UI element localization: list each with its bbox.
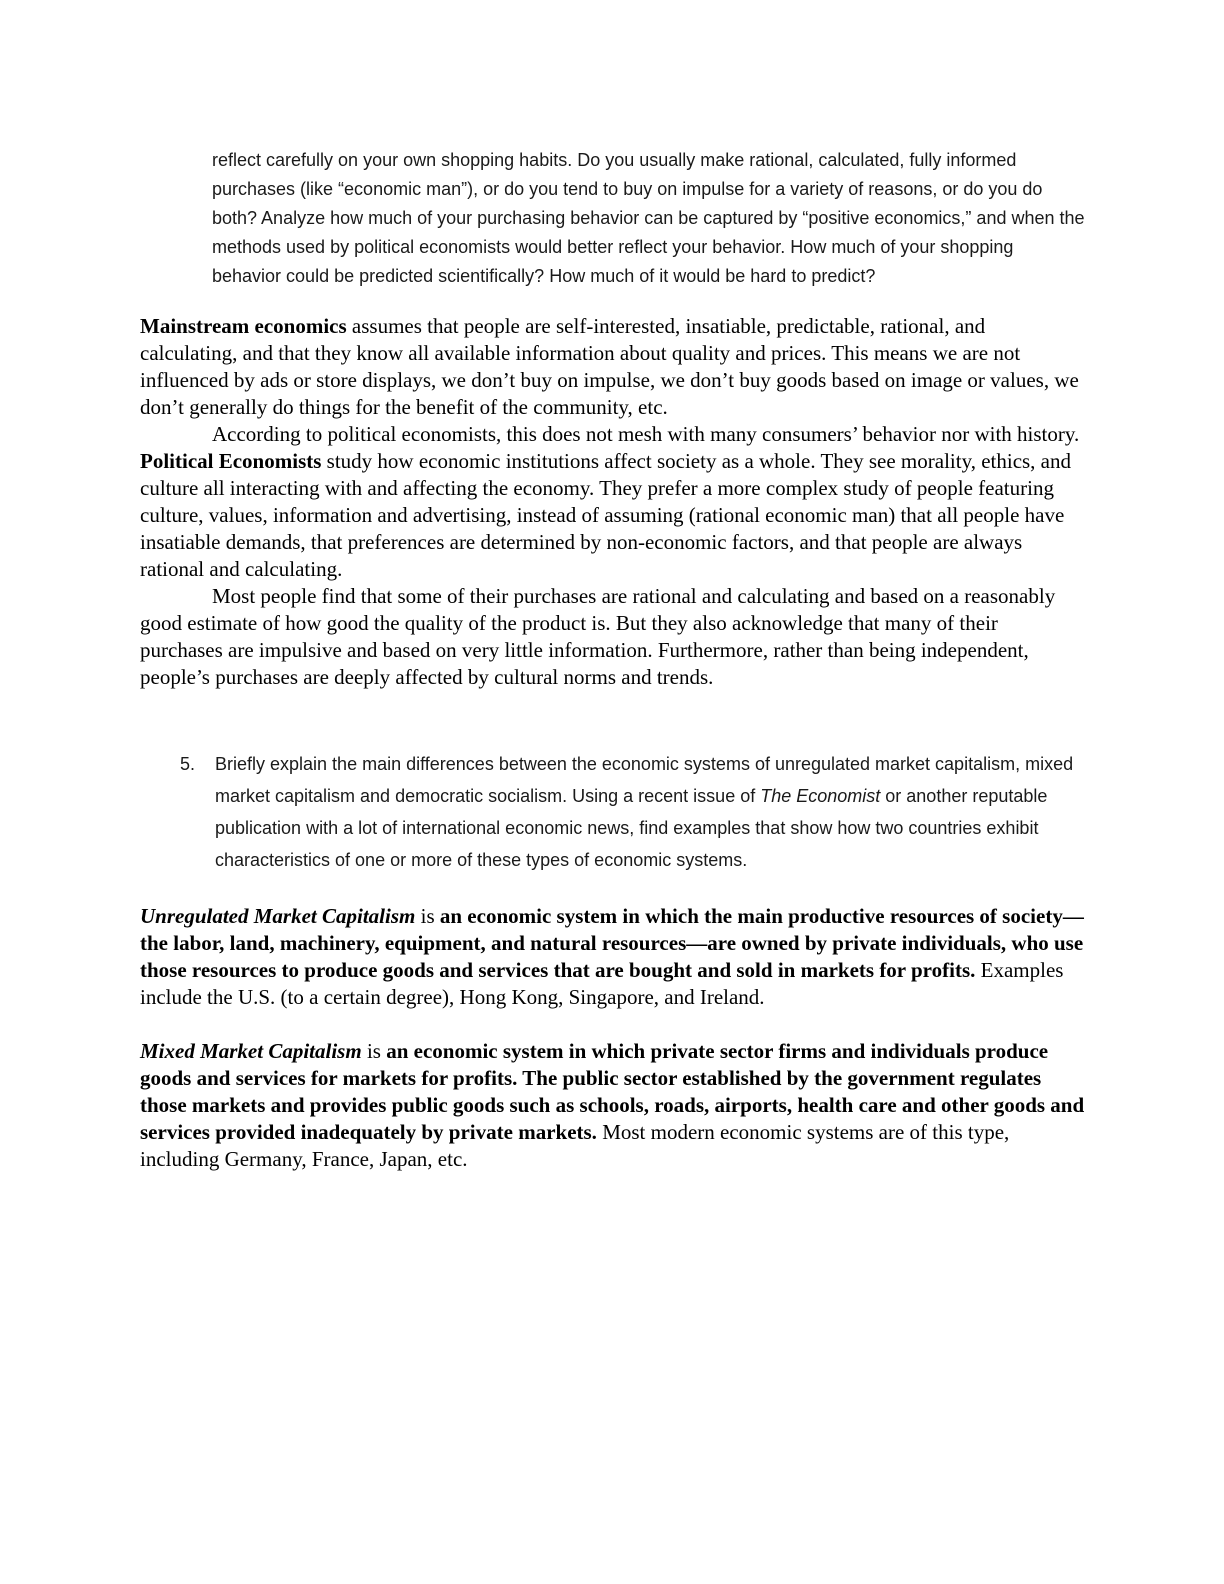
paragraph-mainstream-economics: [140, 313, 1085, 421]
political-economists-term: Political Economists: [140, 449, 322, 473]
mainstream-economics-text: assumes that people are self-interested, insatiable, predictable, rational, and calculating, and that they know all available information about quality and prices. This means we are not influenced by ads or store displays, we don’t buy on impulse, we don’t buy goods based on image or values, we don’t generally do things for the benefit of the community, etc.: [140, 314, 1079, 419]
mixed-examples-text: Most modern economic systems are of this type, including Germany, France, Japan, etc.: [140, 1120, 1010, 1171]
question-4-continuation: [212, 146, 1085, 291]
question-5-number: 5.: [180, 754, 196, 774]
question-5-text-before: Briefly explain the main differences between the economic systems of unregulated market capitalism, mixed market capitalism and democratic socialism. Using a recent issue of: [215, 754, 1074, 806]
question-4-text: reflect carefully on your own shopping habits. Do you usually make rational, calculated, fully informed purchases (like “economic man”), or do you tend to buy on impulse for a variety of reasons, or do you do both? Analyze how much of your purchasing behavior can be captured by “positive economics,” and when the methods used by political economists would better reflect your behavior. How much of your shopping behavior could be predicted scientifically? How much of it would be hard to predict?: [212, 150, 1085, 286]
most-people-text: Most people find that some of their purchases are rational and calculating and based on a reasonably good estimate of how good the quality of the product is. But they also acknowledge that many of their purchases are impulsive and based on very little information. Furthermore, rather than being independent, people’s purchases are deeply affected by cultural norms and trends.: [140, 584, 1056, 689]
paragraph-unregulated-market-capitalism: [140, 903, 1085, 1011]
mixed-connector-text: is: [361, 1039, 387, 1063]
mainstream-economics-term: Mainstream economics: [140, 314, 347, 338]
question-5-item: [180, 748, 1085, 876]
mixed-definition-text: an economic system in which private sector firms and individuals produce goods and services for markets for profits. The public sector established by the government regulates those markets and provides public goods such as schools, roads, airports, health care and other goods and services provided inadequately by private markets.: [140, 1039, 1085, 1144]
question-5-text-after: or another reputable publication with a lot of international economic news, find examples that show how two countries exhibit characteristics of one or more of these types of economic systems.: [215, 786, 1048, 870]
unregulated-definition-text: an economic system in which the main productive resources of society—the labor, land, machinery, equipment, and natural resources—are owned by private individuals, who use those resources to produce goods and services that are bought and sold in markets for profits.: [140, 904, 1084, 982]
question-5-publication-title: The Economist: [760, 786, 881, 806]
paragraph-political-economists: [140, 421, 1085, 583]
political-economists-text: study how economic institutions affect society as a whole. They see morality, ethics, and culture all interacting with and affecting the economy. They prefer a more complex study of people featuring culture, values, information and advertising, instead of assuming (rational economic man) that all people have insatiable demands, that preferences are determined by non-economic factors, and that people are always rational and calculating.: [140, 449, 1072, 581]
paragraph-most-people: [140, 583, 1085, 691]
paragraph-mixed-market-capitalism: [140, 1038, 1085, 1173]
question-5-body: [215, 748, 1085, 876]
political-economists-lead-text: According to political economists, this does not mesh with many consumers’ behavior nor with history.: [212, 422, 1080, 446]
unregulated-connector-text: is: [415, 904, 440, 928]
unregulated-market-capitalism-term: Unregulated Market Capitalism: [140, 904, 416, 928]
unregulated-examples-text: Examples include the U.S. (to a certain degree), Hong Kong, Singapore, and Ireland.: [140, 958, 1064, 1009]
mixed-market-capitalism-term: Mixed Market Capitalism: [140, 1039, 362, 1063]
